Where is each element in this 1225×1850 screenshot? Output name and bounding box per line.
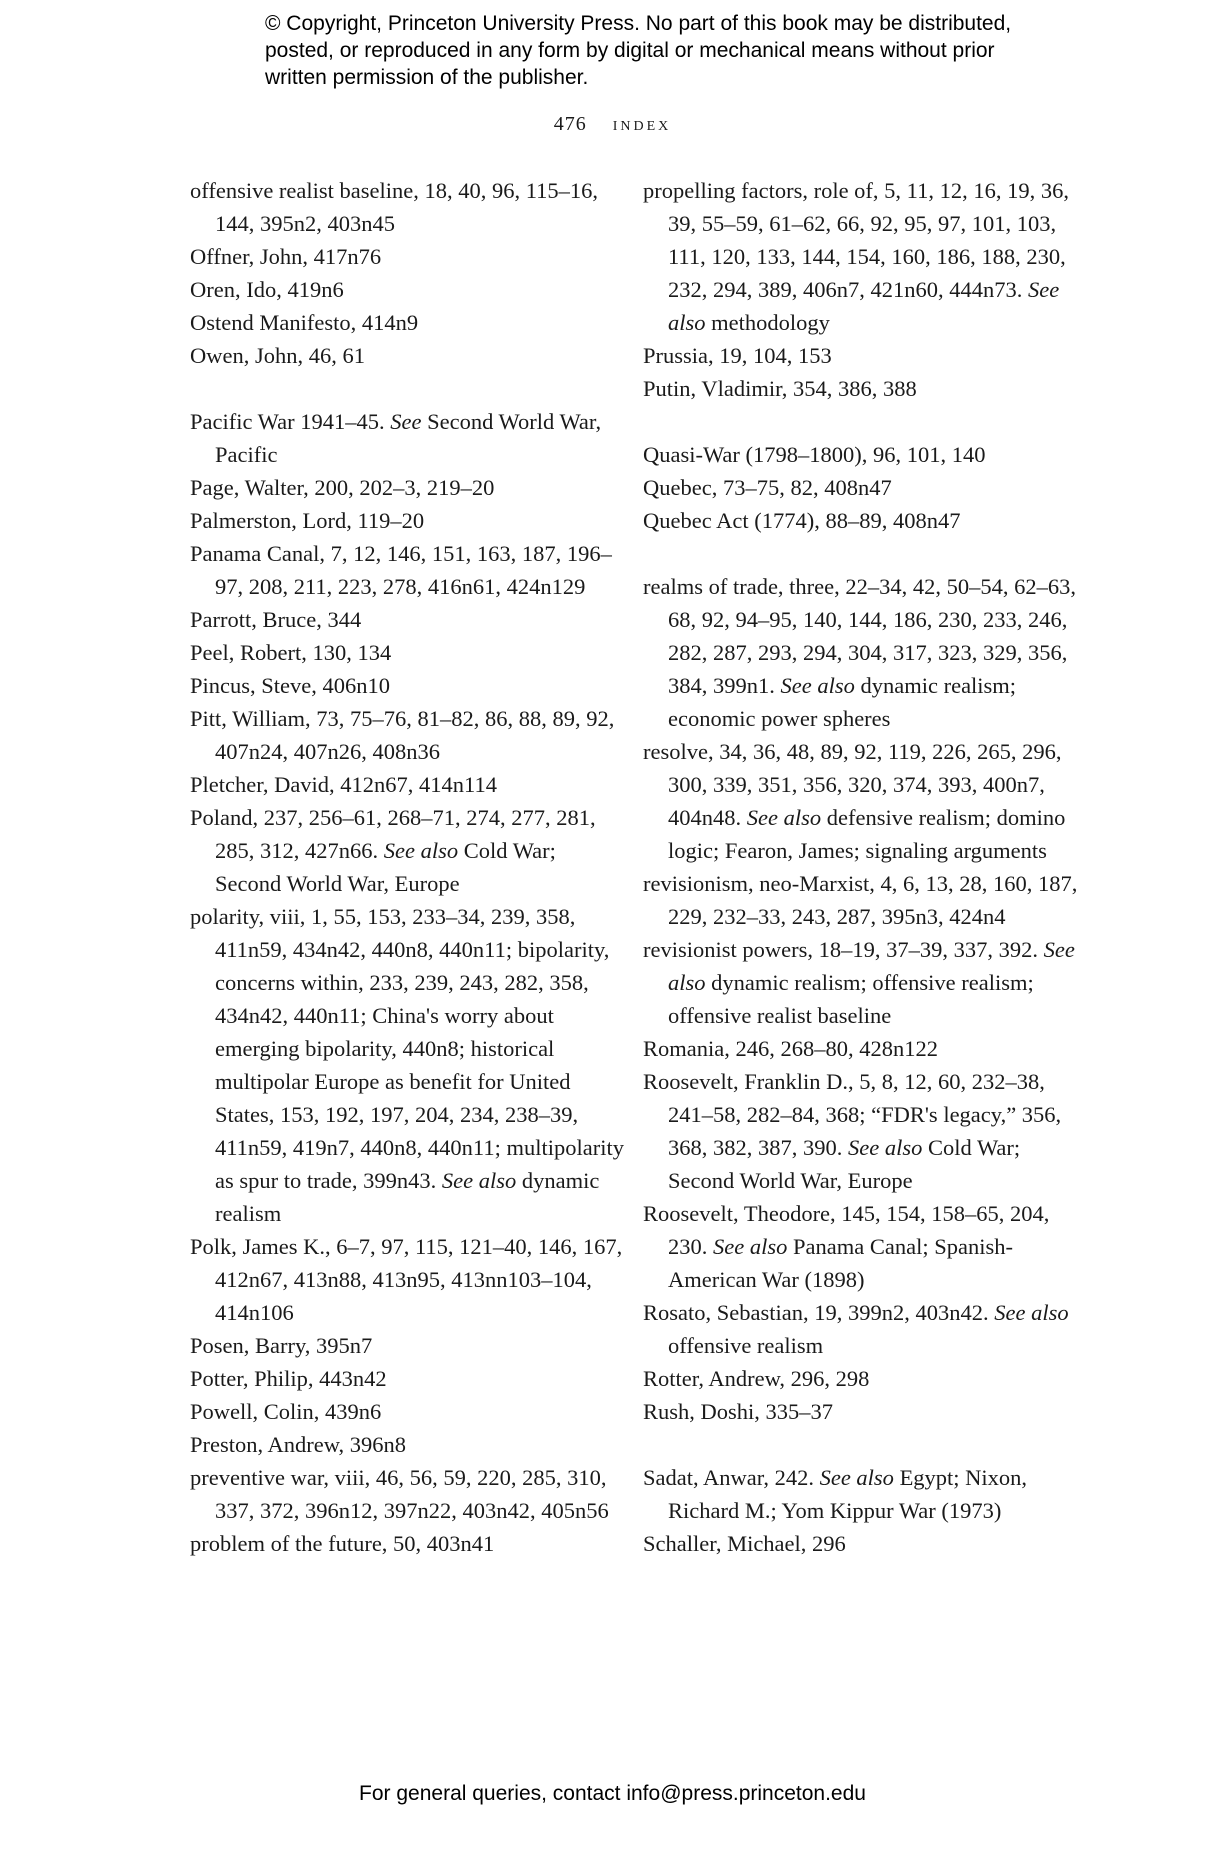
- entry-text: Polk, James K., 6–7, 97, 115, 121–40, 146, 167, 412n67, 413n88, 413n95, 413nn103–104, 414n106: [190, 1234, 623, 1325]
- see-also-targets: dynamic realism: [215, 1168, 600, 1226]
- entry-text: resolve, 34, 36, 48, 89, 92, 119, 226, 265, 296, 300, 339, 351, 356, 320, 374, 393, 400n7, 404n48.: [643, 739, 1062, 830]
- index-entry: [190, 273, 625, 306]
- entry-text: Rush, Doshi, 335–37: [643, 1399, 834, 1424]
- index-entry: [643, 1296, 1078, 1362]
- see-also-label: See also: [994, 1300, 1069, 1325]
- index-entry: [643, 570, 1078, 735]
- see-also-targets: Cold War; Second World War, Europe: [668, 1135, 1021, 1193]
- running-head: [0, 113, 1225, 136]
- see-also-label: See also: [746, 805, 822, 830]
- index-entry: [643, 1065, 1078, 1197]
- index-entry: [643, 1197, 1078, 1296]
- index-entry: [190, 339, 625, 372]
- entry-text: Owen, John, 46, 61: [190, 343, 365, 368]
- index-entry: [190, 504, 625, 537]
- index-entry: [190, 801, 625, 900]
- entry-text: Pletcher, David, 412n67, 414n114: [190, 772, 497, 797]
- entry-text: Rotter, Andrew, 296, 298: [643, 1366, 870, 1391]
- index-entry: [190, 1329, 625, 1362]
- see-also-targets: dynamic realism; economic power spheres: [668, 673, 1017, 731]
- index-entry: [643, 174, 1078, 339]
- entry-text: Putin, Vladimir, 354, 386, 388: [643, 376, 917, 401]
- entry-text: propelling factors, role of, 5, 11, 12, 16, 19, 36, 39, 55–59, 61–62, 66, 92, 95, 97, 101, 103, 111, 120, 133, 144, 154, 160, 186, 188, 230, 232, 294, 389, 406n7, 421n60, 444n73.: [643, 178, 1069, 302]
- index-entry: [190, 636, 625, 669]
- entry-text: Schaller, Michael, 296: [643, 1531, 846, 1556]
- index-entry: [643, 933, 1078, 1032]
- see-also-label: See also: [668, 937, 1075, 995]
- entry-text: Peel, Robert, 130, 134: [190, 640, 392, 665]
- index-entry: [190, 669, 625, 702]
- index-entry: [643, 1362, 1078, 1395]
- index-entry: [190, 174, 625, 240]
- entry-text: Quasi-War (1798–1800), 96, 101, 140: [643, 442, 986, 467]
- index-entry: [643, 372, 1078, 405]
- index-entry: [190, 1230, 625, 1329]
- see-also-label: See also: [713, 1234, 788, 1259]
- entry-text: Sadat, Anwar, 242.: [643, 1465, 820, 1490]
- see-also-label: See also: [383, 838, 459, 863]
- section-title: index: [612, 113, 672, 135]
- index-entry: [190, 1428, 625, 1461]
- see-also-label: See also: [668, 277, 1060, 335]
- entry-text: Pincus, Steve, 406n10: [190, 673, 390, 698]
- index-entry: [190, 603, 625, 636]
- see-also-targets: Egypt; Nixon, Richard M.; Yom Kippur War (1973): [668, 1465, 1028, 1523]
- entry-text: polarity, viii, 1, 55, 153, 233–34, 239, 358, 411n59, 434n42, 440n8, 440n11; bipolarity, concerns within, 233, 239, 243, 282, 358, 434n42, 440n11; China's worry about emerging bipolarity, 440n8; historical multipolar Europe as benefit for United States, 153, 192, 197, 204, 234, 238–39, 411n59, 419n7, 440n8, 440n11; multipolarity as spur to trade, 399n43.: [190, 904, 624, 1193]
- entry-text: Oren, Ido, 419n6: [190, 277, 344, 302]
- entry-text: Pitt, William, 73, 75–76, 81–82, 86, 88, 89, 92, 407n24, 407n26, 408n36: [190, 706, 615, 764]
- see-also-targets: Cold War; Second World War, Europe: [215, 838, 556, 896]
- copyright-notice: © Copyright, Princeton University Press. No part of this book may be distributed, posted, or reproduced in any form by digital or mechanical means without prior written permission of the publisher.: [265, 12, 1012, 89]
- index-entry: [190, 768, 625, 801]
- entry-text: Powell, Colin, 439n6: [190, 1399, 382, 1424]
- see-also-label: See also: [819, 1465, 894, 1490]
- entry-text: Offner, John, 417n76: [190, 244, 382, 269]
- see-also-targets: methodology: [705, 310, 830, 335]
- entry-text: Prussia, 19, 104, 153: [643, 343, 832, 368]
- entry-text: Poland, 237, 256–61, 268–71, 274, 277, 281, 285, 312, 427n66.: [190, 805, 596, 863]
- footer-contact: For general queries, contact info@press.princeton.edu: [359, 1782, 866, 1805]
- entry-text: Panama Canal, 7, 12, 146, 151, 163, 187, 196–97, 208, 211, 223, 278, 416n61, 424n129: [190, 541, 612, 599]
- entry-text: revisionism, neo-Marxist, 4, 6, 13, 28, 160, 187, 229, 232–33, 243, 287, 395n3, 424n4: [643, 871, 1078, 929]
- index-entry: [643, 1032, 1078, 1065]
- index-entry: [190, 702, 625, 768]
- index-entry: [190, 471, 625, 504]
- entry-text: Palmerston, Lord, 119–20: [190, 508, 425, 533]
- index-entry: [643, 867, 1078, 933]
- index-entry: [643, 504, 1078, 537]
- entry-text: Pacific War 1941–45.: [190, 409, 391, 434]
- see-also-targets: dynamic realism; offensive realism; offensive realist baseline: [668, 970, 1034, 1028]
- entry-text: Rosato, Sebastian, 19, 399n2, 403n42.: [643, 1300, 995, 1325]
- index-entry: [190, 537, 625, 603]
- see-also-targets: offensive realism: [668, 1333, 824, 1358]
- entry-text: problem of the future, 50, 403n41: [190, 1531, 495, 1556]
- entry-text: realms of trade, three, 22–34, 42, 50–54, 62–63, 68, 92, 94–95, 140, 144, 186, 230, 233, 246, 282, 287, 293, 294, 304, 317, 323, 329, 356, 384, 399n1.: [643, 574, 1077, 698]
- index-column-left: [190, 174, 625, 1560]
- index-entry: [190, 1395, 625, 1428]
- see-also-targets: Second World War, Pacific: [215, 409, 602, 467]
- index-entry: [643, 339, 1078, 372]
- index-column-right: [643, 174, 1078, 1560]
- see-also-targets: defensive realism; domino logic; Fearon, James; signaling arguments: [668, 805, 1066, 863]
- entry-text: Roosevelt, Franklin D., 5, 8, 12, 60, 232–38, 241–58, 282–84, 368; “FDR's legacy,” 356, 368, 382, 387, 390.: [643, 1069, 1062, 1160]
- see-also-label: See: [390, 409, 422, 434]
- index-entry: [643, 1461, 1078, 1527]
- see-also-label: See also: [780, 673, 855, 698]
- index-entry: [643, 1395, 1078, 1428]
- index-entry: [190, 405, 625, 471]
- index-entry: [190, 1527, 625, 1560]
- index-entry: [190, 1362, 625, 1395]
- entry-text: offensive realist baseline, 18, 40, 96, 115–16, 144, 395n2, 403n45: [190, 178, 599, 236]
- entry-text: preventive war, viii, 46, 56, 59, 220, 285, 310, 337, 372, 396n12, 397n22, 403n42, 405n56: [190, 1465, 609, 1523]
- entry-text: Posen, Barry, 395n7: [190, 1333, 373, 1358]
- entry-text: Quebec Act (1774), 88–89, 408n47: [643, 508, 961, 533]
- index-entry: [190, 306, 625, 339]
- see-also-label: See also: [848, 1135, 923, 1160]
- index-entry: [643, 1527, 1078, 1560]
- page-number: 476: [553, 113, 587, 135]
- entry-text: Quebec, 73–75, 82, 408n47: [643, 475, 892, 500]
- index-entry: [643, 438, 1078, 471]
- entry-text: Romania, 246, 268–80, 428n122: [643, 1036, 938, 1061]
- index-entry: [190, 1461, 625, 1527]
- see-also-label: See also: [441, 1168, 517, 1193]
- index-entry: [190, 900, 625, 1230]
- entry-text: Parrott, Bruce, 344: [190, 607, 362, 632]
- entry-text: Roosevelt, Theodore, 145, 154, 158–65, 204, 230.: [643, 1201, 1050, 1259]
- see-also-targets: Panama Canal; Spanish-American War (1898): [668, 1234, 1013, 1292]
- entry-text: Ostend Manifesto, 414n9: [190, 310, 419, 335]
- index-entry: [190, 240, 625, 273]
- index-entry: [643, 735, 1078, 867]
- entry-text: Page, Walter, 200, 202–3, 219–20: [190, 475, 495, 500]
- index-entry: [643, 471, 1078, 504]
- entry-text: revisionist powers, 18–19, 37–39, 337, 392.: [643, 937, 1044, 962]
- entry-text: Preston, Andrew, 396n8: [190, 1432, 407, 1457]
- entry-text: Potter, Philip, 443n42: [190, 1366, 387, 1391]
